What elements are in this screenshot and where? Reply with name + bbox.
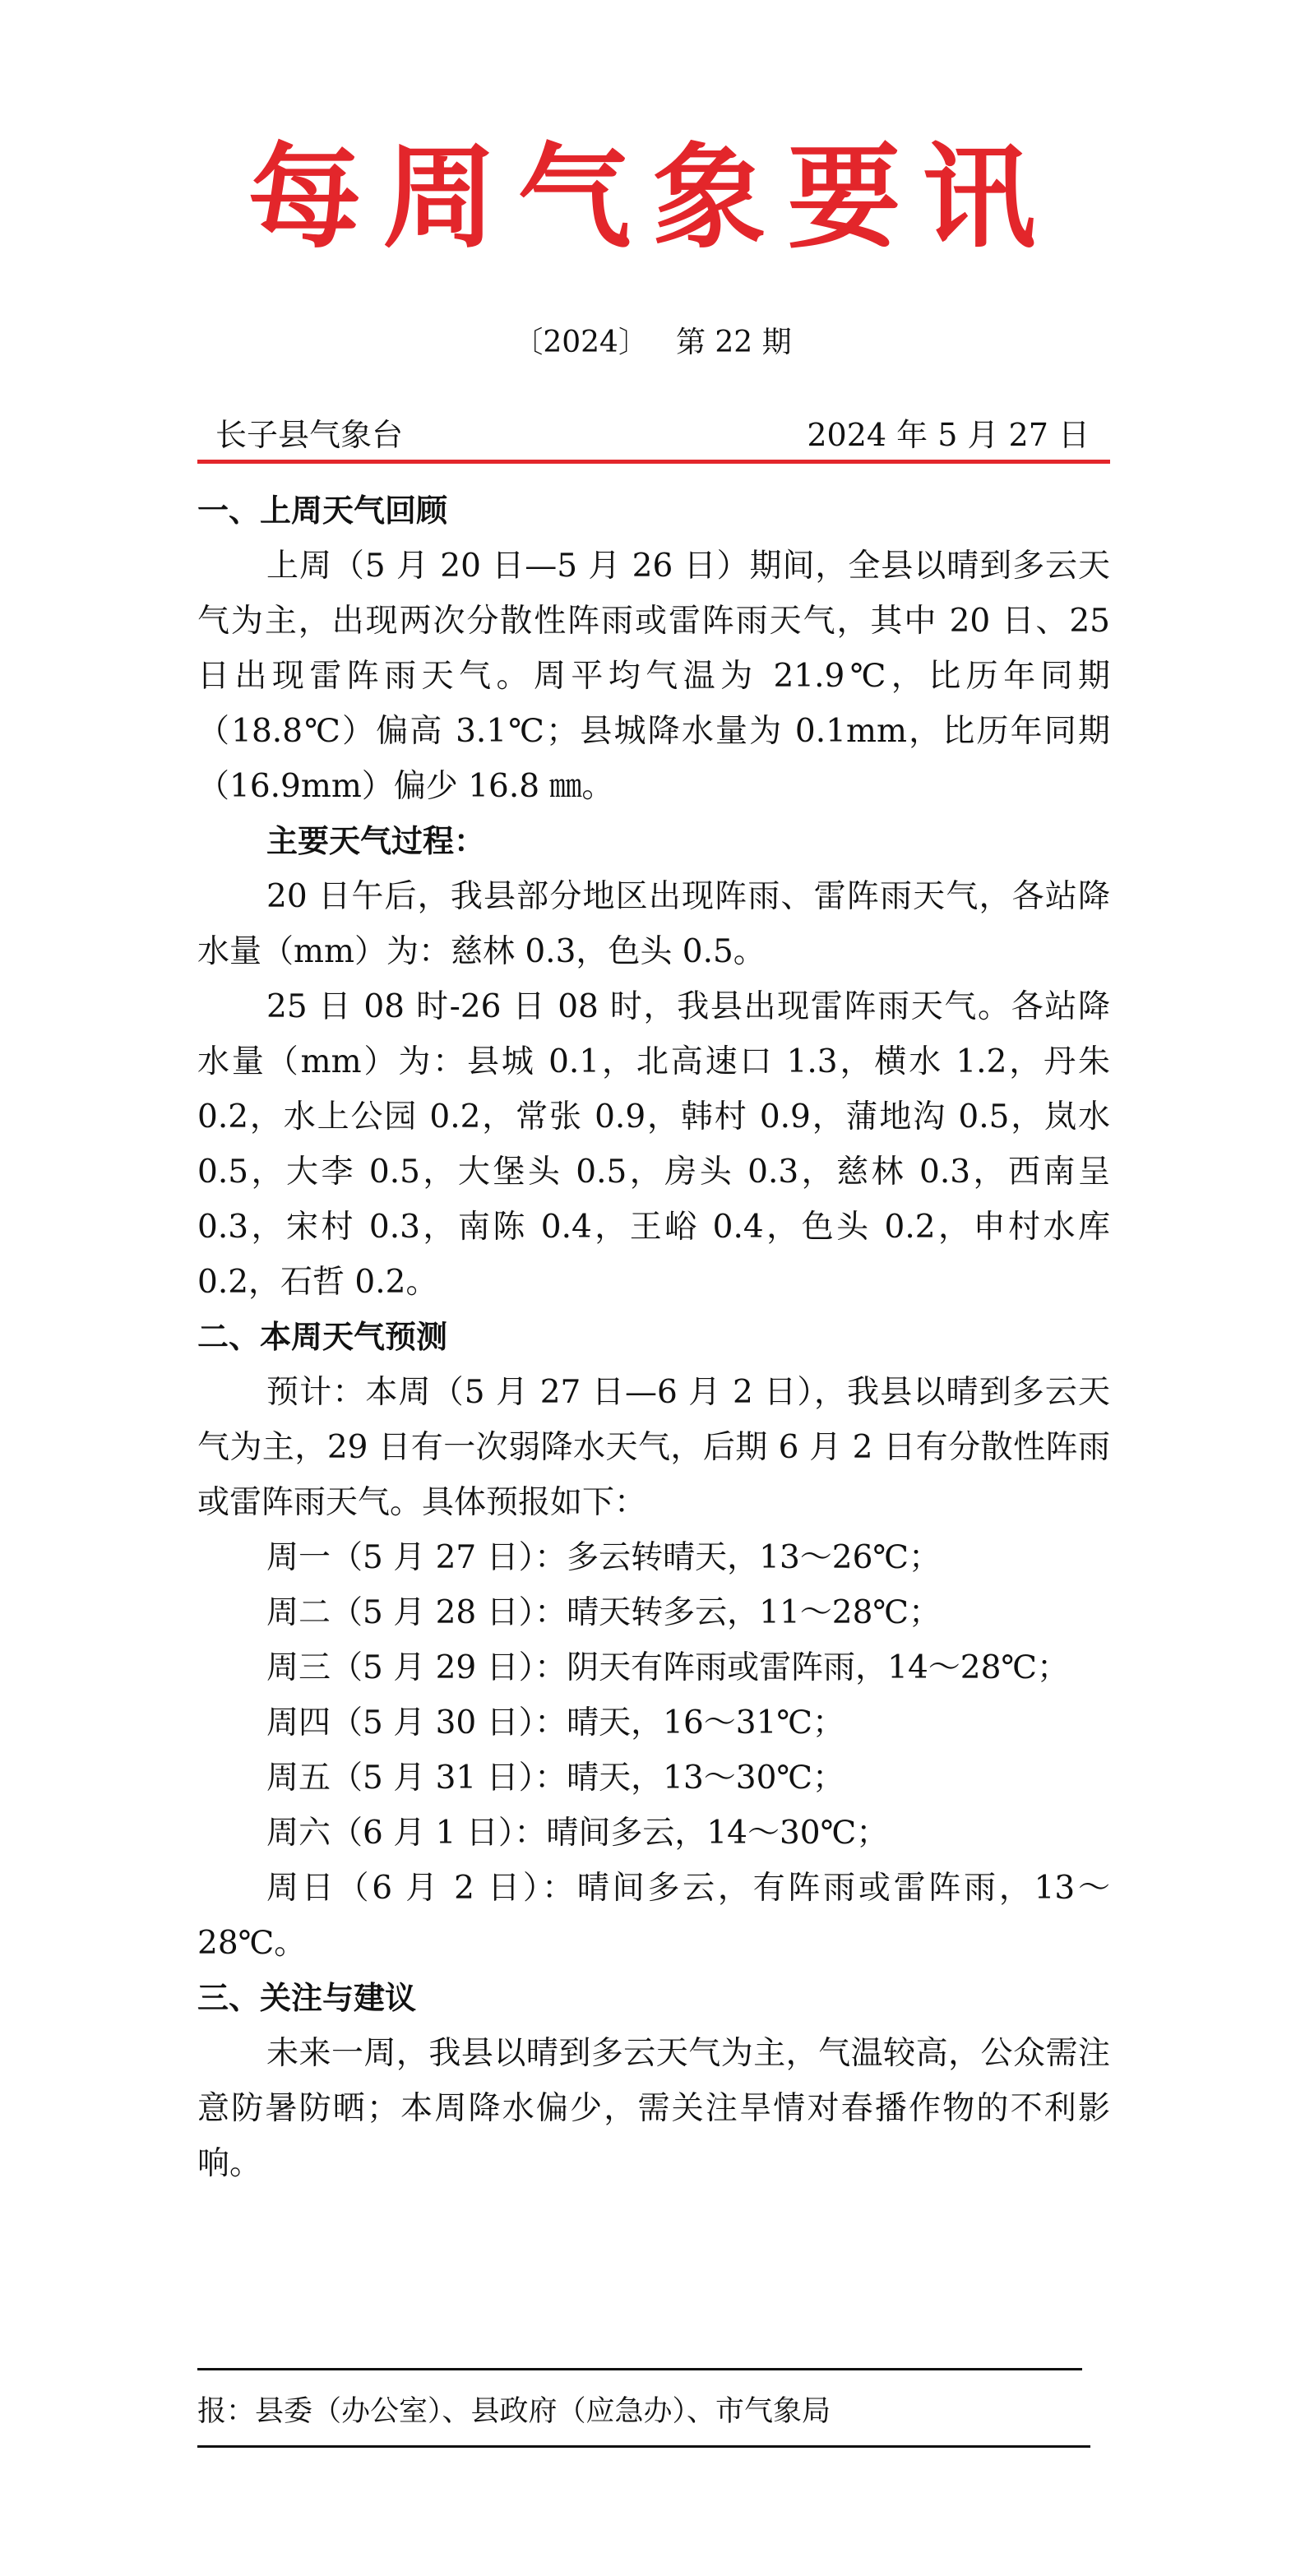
footer-rule-top bbox=[197, 2368, 1082, 2370]
issue-date: 2024 年 5 月 27 日 bbox=[807, 417, 1090, 453]
forecast-intro: 预计：本周（5 月 27 日—6 月 2 日），我县以晴到多云天气为主，29 日有一次弱降水天气，后期 6 月 2 日有分散性阵雨或雷阵雨天气。具体预报如下： bbox=[197, 1374, 1110, 1521]
weather-process-heading: 主要天气过程： bbox=[266, 823, 486, 859]
advice-text: 未来一周，我县以晴到多云天气为主，气温较高，公众需注意防暑防晒；本周降水偏少，需关注旱情对春播作物的不利影响。 bbox=[197, 2035, 1110, 2182]
weather-process-2: 25 日 08 时-26 日 08 时，我县出现雷阵雨天气。各站降水量（mm）为：县城 0.1，北高速口 1.3，横水 1.2，丹朱 0.2，水上公园 0.2，常张 0.9，韩村 0.9，蒲地沟 0.5，岚水 0.5，大李 0.5，大堡头 0.5，房头 0.3，慈林 0.3，西南呈 0.3，宋村 0.3，南陈 0.4，王峪 0.4，色头 0.2，申村水库 0.2，石哲 0.2。 bbox=[197, 988, 1111, 1301]
weather-process-1: 20 日午后，我县部分地区出现阵雨、雷阵雨天气，各站降水量（mm）为：慈林 0.3，色头 0.5。 bbox=[197, 878, 1110, 970]
issuing-organization: 长子县气象台 bbox=[215, 417, 404, 453]
forecast-day-monday: 周一（5 月 27 日）：多云转晴天，13～26℃； bbox=[266, 1539, 942, 1576]
forecast-day-tuesday: 周二（5 月 28 日）：晴天转多云，11～28℃； bbox=[266, 1594, 942, 1631]
forecast-day-wednesday: 周三（5 月 29 日）：阴天有阵雨或雷阵雨，14～28℃； bbox=[266, 1649, 1070, 1686]
forecast-day-friday: 周五（5 月 31 日）：晴天，13～30℃； bbox=[266, 1760, 845, 1797]
red-divider bbox=[197, 460, 1110, 464]
issue-line bbox=[0, 322, 1305, 363]
forecast-day-thursday: 周四（5 月 30 日）：晴天，16～31℃； bbox=[266, 1704, 845, 1741]
issue-year: 〔2024〕 bbox=[513, 326, 648, 359]
footer-rule-bottom bbox=[197, 2445, 1090, 2448]
bulletin-body bbox=[197, 483, 1110, 2191]
forecast-day-sunday: 周日（6 月 2 日）：晴间多云，有阵雨或雷阵雨，13～28℃。 bbox=[197, 1870, 1110, 1962]
section-heading-advice: 三、关注与建议 bbox=[197, 1980, 417, 2016]
review-summary: 上周（5 月 20 日—5 月 26 日）期间，全县以晴到多云天气为主，出现两次分散性阵雨或雷阵雨天气，其中 20 日、25 日出现雷阵雨天气。周平均气温为 21.9℃，比历年同期（18.8℃）偏高 3.1℃；县城降水量为 0.1mm，比历年同期（16.9mm）偏少 16.8 ㎜。 bbox=[197, 548, 1110, 805]
forecast-day-saturday: 周六（6 月 1 日）：晴间多云，14～30℃； bbox=[266, 1815, 889, 1852]
issue-number: 第 22 期 bbox=[675, 326, 792, 359]
masthead-title: 每周气象要讯 bbox=[248, 130, 1057, 264]
section-heading-review: 一、上周天气回顾 bbox=[197, 493, 448, 529]
distribution-line: 报：县委（办公室）、县政府（应急办）、市气象局 bbox=[197, 2395, 831, 2428]
section-heading-forecast: 二、本周天气预测 bbox=[197, 1319, 448, 1355]
